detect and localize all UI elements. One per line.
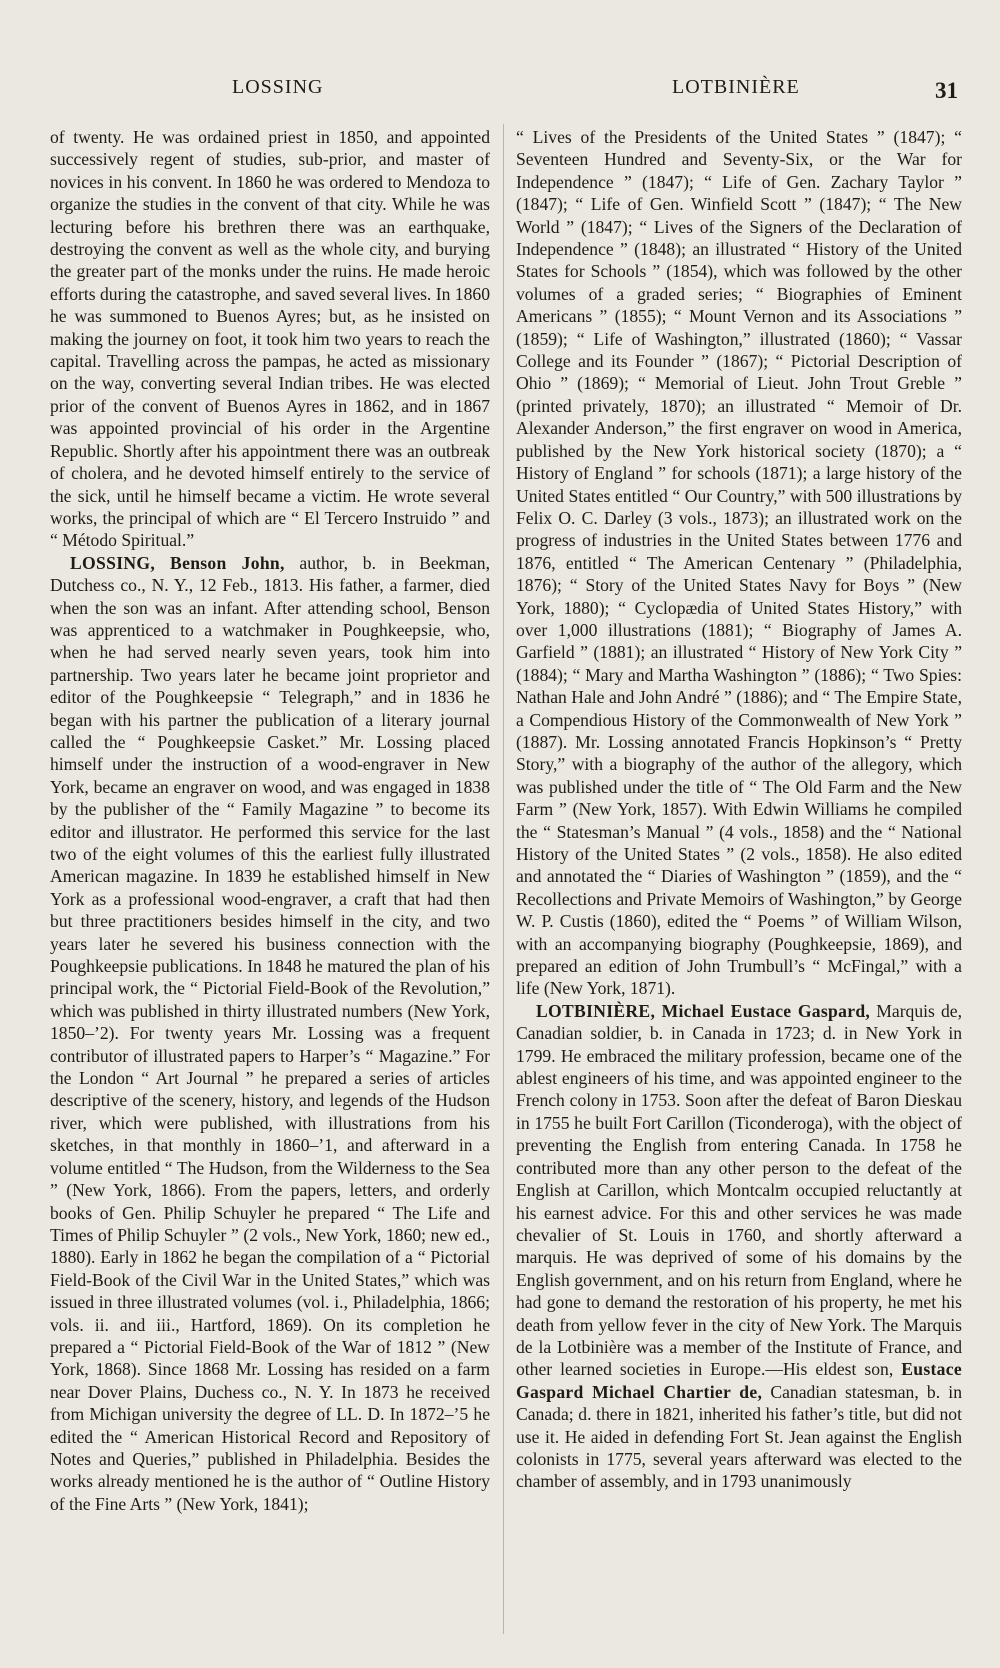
continued-entry-paragraph: of twenty. He was ordained priest in 1850, and appointed successively regent of studies, sub-prior, and master of novices in his convent. In 1860 he was ordered to Mendoza to organize the studies in the convent of that city. While he was lecturing before his brethren there was an earthquake, destroying the convent as well as the whole city, and burying the greater part of the monks under the ruins. He made heroic efforts during the catastrophe, and saved several lives. In 1860 he was summoned to Buenos Ayres; but, as he insisted on making the journey on foot, it took him two years to reach the capital. Travelling across the pampas, he acted as missionary on the way, converting several Indian tribes. He was elected prior of the convent of Buenos Ayres in 1862, and in 1867 was appointed provincial of his order in the Argentine Republic. Shortly after his appointment there was an outbreak of cholera, and he devoted himself entirely to the service of the sick, until he himself became a victim. He wrote several works, the principal of which are “ El Tercero Instruido ” and “ Método Spiritual.” (50, 127, 490, 551)
entry-text-son: Canadian statesman, b. in Canada; d. there in 1821, inherited his father’s title, but did not use it. He aided in defending Fort St. Jean against the English colonists in 1775, several years afterward was elected to the chamber of assembly, and in 1793 unanimously (516, 1381, 962, 1492)
entry-headword-lotbiniere: LOTBINIÈRE, Michael Eustace Gaspard, (536, 1000, 871, 1021)
running-head (0, 70, 1000, 110)
entry-lotbiniere (516, 1000, 962, 1493)
left-column (50, 126, 490, 1515)
entry-text-lossing: author, b. in Beekman, Dutchess co., N. Y., 12 Feb., 1813. His father, a farmer, died when the son was an infant. After attending school, Benson was apprenticed to a watchmaker in Poughkeepsie, who, when he had served nearly seven years, took him into partnership. Two years later he became joint proprietor and editor of the Poughkeepsie “ Telegraph,” and in 1836 he began with his partner the publication of a literary journal called the “ Poughkeepsie Casket.” Mr. Lossing placed himself under the instruction of a wood-engraver in New York, became an engraver on wood, and was engaged in 1838 by the publisher of the “ Family Magazine ” to become its editor and illustrator. He performed this service for the last two of the eight volumes of this the earliest fully illustrated American magazine. In 1839 he established himself in New York as a professional wood-engraver, a craft that had then but three practitioners besides himself in the city, and two years later he severed his business connection with the Poughkeepsie publications. In 1848 he matured the plan of his principal work, the “ Pictorial Field-Book of the Revolution,” which was published in thirty illustrated numbers (New York, 1850–’2). For twenty years Mr. Lossing was a frequent contributor of illustrated papers to Harper’s “ Magazine.” For the London “ Art Journal ” he prepared a series of articles descriptive of the scenery, history, and legends of the Hudson river, which were published, with illustrations from his sketches, in that monthly in 1860–’1, and afterward in a volume entitled “ The Hudson, from the Wilderness to the Sea ” (New York, 1866). From the papers, letters, and orderly books of Gen. Philip Schuyler he prepared “ The Life and Times of Philip Schuyler ” (2 vols., New York, 1860; new ed., 1880). Early in 1862 he began the compilation of a “ Pictorial Field-Book of the Civil War in the United States,” which was issued in three illustrated volumes (vol. i., Philadelphia, 1866; vols. ii. and iii., Hartford, 1869). On its completion he prepared a “ Pictorial Field-Book of the War of 1812 ” (New York, 1868). Since 1868 Mr. Lossing has resided on a farm near Dover Plains, Duchess co., N. Y. In 1873 he received from Michigan university the degree of LL. D. In 1872–’5 he edited the “ American Historical Record and Repository of Notes and Queries,” published in Philadelphia. Besides the works already mentioned he is the author of “ Outline History of the Fine Arts ” (New York, 1841); (50, 552, 490, 1514)
right-column (516, 126, 962, 1493)
running-head-left: LOSSING (232, 76, 324, 98)
entry-headword-lossing: LOSSING, Benson John, (70, 552, 285, 573)
entry-text-lotbiniere: Marquis de, Canadian soldier, b. in Canada in 1723; d. in New York in 1799. He embraced the military profession, became one of the ablest engineers of his time, and was appointed engineer to the French colony in 1753. Soon after the defeat of Baron Dieskau in 1755 he built Fort Carillon (Ticonderoga), with the object of preventing the English from entering Canada. In 1758 he contributed more than any other person to the defeat of the English at Carillon, which Montcalm occupied reluctantly at his earnest advice. For this and other services he was made chevalier of St. Louis in 1760, and shortly afterward a marquis. He was deprived of some of his domains by the English government, and on his return from England, where he had gone to demand the restoration of his property, he met his death from yellow fever in the city of New York. The Marquis de la Lotbinière was a member of the Institute of France, and other learned societies in Europe.—His eldest son, (516, 1000, 962, 1380)
page-number: 31 (935, 78, 958, 103)
column-divider (503, 124, 504, 1634)
entry-headword-son: Eustace Gaspard Michael Chartier de, (516, 1359, 962, 1402)
running-head-right: LOTBINIÈRE (672, 76, 800, 98)
entry-lossing (50, 552, 490, 1515)
continued-entry-paragraph-right: “ Lives of the Presidents of the United States ” (1847); “ Seventeen Hundred and Seventy-Six, or the War for Independence ” (1847); “ Life of Gen. Zachary Taylor ” (1847); “ Life of Gen. Winfield Scott ” (1847); “ The New World ” (1847); “ Lives of the Signers of the Declaration of Independence ” (1848); an illustrated “ History of the United States for Schools ” (1854), which was followed by the other volumes of a graded series; “ Biographies of Eminent Americans ” (1855); “ Mount Vernon and its Associations ” (1859); “ Life of Washington,” illustrated (1860); “ Vassar College and its Founder ” (1867); “ Pictorial Description of Ohio ” (1869); “ Memorial of Lieut. John Trout Greble ” (printed privately, 1870); an illustrated “ Memoir of Dr. Alexander Anderson,” the first engraver on wood in America, published by the New York historical society (1870); a “ History of England ” for schools (1871); a large history of the United States entitled “ Our Country,” with 500 illustrations by Felix O. C. Darley (3 vols., 1873); an illustrated work on the progress of industries in the United States between 1776 and 1876, entitled “ The American Centenary ” (Philadelphia, 1876); “ Story of the United States Navy for Boys ” (New York, 1880); “ Cyclopædia of United States History,” with over 1,000 illustrations (1881); “ Biography of James A. Garfield ” (1881); an illustrated “ History of New York City ” (1884); “ Mary and Martha Washington ” (1886); “ Two Spies: Nathan Hale and John André ” (1886); and “ The Empire State, a Compendious History of the Commonwealth of New York ” (1887). Mr. Lossing annotated Francis Hopkinson’s “ Pretty Story,” with a biography of the author of the allegory, which was published under the title of “ The Old Farm and the New Farm ” (New York, 1857). With Edwin Williams he compiled the “ Statesman’s Manual ” (4 vols., 1858) and the “ National History of the United States ” (2 vols., 1858). He also edited and annotated the “ Diaries of Washington ” (1859), and the “ Recollections and Private Memoirs of Washington,” by George W. P. Custis (1860), edited the “ Poems ” of William Wilson, with an accompanying biography (Poughkeepsie, 1869), and prepared an edition of John Trumbull’s “ McFingal,” with a life (New York, 1871). (516, 127, 962, 999)
